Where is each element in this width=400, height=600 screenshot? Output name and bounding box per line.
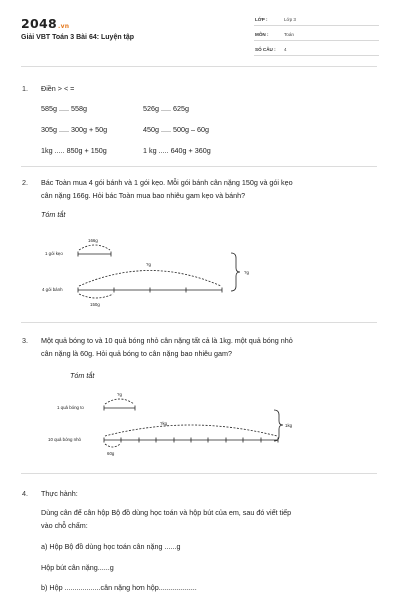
question-3-text-line2: cân nặng là 60g. Hỏi quả bóng to cân nặng bao nhiêu gam? [41,349,233,358]
candy-label: 1 gói kẹo [45,251,63,256]
cake-weight: 150g [90,302,100,307]
question-3-number: 3. [22,336,28,345]
logo-suffix: .vn [58,23,70,30]
question-2-text-line2: cân nặng 166g. Hỏi bác Toàn mua bao nhiêu gam kẹo và bánh? [41,191,246,200]
q1-row2-right: 450g ..... 500g – 60g [143,125,209,134]
question-4-text-line1: Dùng cân để cân hộp Bộ đồ dùng học toán và hộp bút của em, sau đó viết tiếp [41,508,292,517]
total-brace [274,410,283,441]
question-4-text-line2: vào chỗ chấm: [41,521,88,530]
total-weight-label: 1kg [285,423,293,428]
question-3-text-line1: Một quả bóng to và 10 quả bóng nhỏ cân nặng tất cả là 1kg. một quả bóng nhỏ [41,336,293,345]
question-4-part-b: b) Hộp ..................cân nặng hơn hộp................... [41,583,197,592]
question-2-summary-label: Tóm tắt [41,210,66,219]
candy-weight: 166g [88,238,98,243]
cake-label: 4 gói bánh [42,287,63,292]
small-balls-label: 10 quả bóng nhỏ [48,437,81,442]
small-balls-total: ?kg [160,421,168,426]
question-2-number: 2. [22,178,28,187]
total-right-label: ?g [244,270,249,275]
meta-subject-key: MÔN : [255,32,269,37]
q1-row1-right: 526g ..... 625g [143,104,189,113]
q1-row2-left: 305g ..... 300g + 50g [41,125,108,134]
q1-row1-left: 585g ..... 558g [41,104,87,113]
meta-subject-value: Toán [284,32,294,37]
total-top-label: ?g [146,262,151,267]
question-4-part-a2: Hộp bút cân nặng......g [41,563,114,572]
small-ball-weight: 60g [107,451,115,456]
question-4-title: Thực hành: [41,489,78,498]
q1-row3-left: 1kg ..... 850g + 150g [41,146,107,155]
section-divider [21,473,377,474]
logo-text: 2048 [21,16,57,31]
big-ball-label: 1 quả bóng to [57,405,84,410]
small-ball-arc [105,444,120,447]
big-ball-arc [105,399,134,404]
q1-row3-right: 1 kg ..... 640g + 360g [143,146,211,155]
question-1-prompt: Điền > < = [41,84,75,93]
question-4-number: 4. [22,489,28,498]
question-1-number: 1. [22,84,28,93]
question-2-text-line1: Bác Toàn mua 4 gói bánh và 1 gói kẹo. Mỗi gói bánh cân nặng 150g và gói kẹo [41,178,293,187]
meta-question-count-value: 4 [284,47,287,52]
page-title: Giải VBT Toán 3 Bài 64: Luyện tập [21,34,135,41]
meta-class-key: LỚP : [255,17,268,22]
meta-class-value: Lớp 3 [284,17,296,22]
question-4-part-a: a) Hộp Bộ đồ dùng học toán cân nặng ......g [41,542,181,551]
small-balls-total-arc [105,425,277,436]
big-ball-weight: ?g [117,392,122,397]
question-3-summary-label: Tóm tắt [70,371,95,380]
meta-question-count-key: SỐ CÂU : [255,47,276,52]
